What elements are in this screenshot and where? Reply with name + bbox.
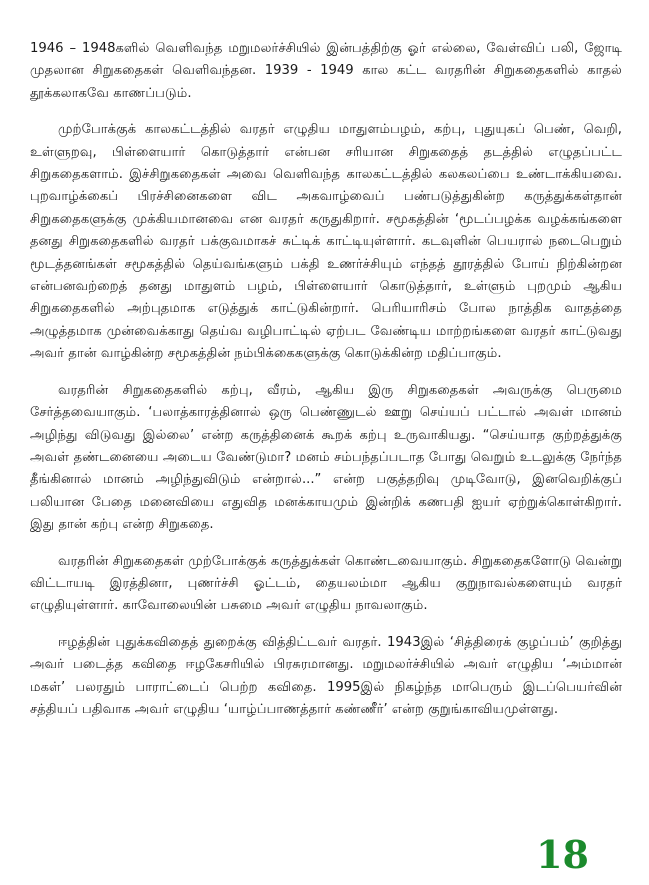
paragraph-4: வரதரின் சிறுகதைகள் முற்போக்குக் கருத்துக்கள் கொண்டவையாகும். சிறுகதைகளோடு வென்று விட்டாயடி இரத்தினா, புணர்ச்சி ஓட்டம், தையலம்மா ஆகிய குறுநாவல்களையும் வரதர் எழுதியுள்ளார். காவோலையின் பசுமை அவர் எழுதிய நாவலாகும். bbox=[30, 553, 622, 614]
paragraph-1: 1946 – 1948களில் வெளிவந்த மறுமலர்ச்சியில் இன்பத்திற்கு ஓர் எல்லை, வேள்விப் பலி, ஜோடி முதலான சிறுகதைகள் வெளிவந்தன. 1939 - 1949 கால கட்ட வரதரின் சிறுகதைகளில் காதல் தூக்கலாகவே காணப்படும். bbox=[30, 41, 622, 101]
paragraph-2: முற்போக்குக் காலகட்டத்தில் வரதர் எழுதிய மாதுளம்பழம், கற்பு, புதுயுகப் பெண், வெறி, உள்ளுறவு, பிள்ளையார் கொடுத்தார் என்பன சரியான சிறுகதைத் தடத்தில் எழுதப்பட்ட சிறுகதைகளாம். இச்சிறுகதைகள் அவை வெளிவந்த காலகட்டத்தில் கலகலப்பை உண்டாக்கியவை. புறவாழ்க்கைப் பிரச்சினைகளை விட அகவாழ்வைப் பண்படுத்துகின்ற கருத்துக்கள்தான் சிறுகதைகளுக்கு முக்கியமானவை என வரதர் கருதுகிறார். சமூகத்தின் ‘மூடப்பழக்க வழக்கங்களை தனது சிறுகதைகளில் வரதர் பக்குவமாகச் சுட்டிக் காட்டியுள்ளார். கடவுளின் பெயரால் நடைபெறும் மூடத்தனங்கள் சமூகத்தில் தெய்வங்களும் பக்தி உணர்ச்சியும் எந்தத் தூரத்தில் போய் நிற்கின்றன என்பனவற்றைத் தனது மாதுளம் பழம், பிள்ளையார் கொடுத்தார், உள்ளும் புறமும் ஆகிய சிறுகதைகளில் அற்புதமாக எடுத்துக் காட்டுகின்றார். பெரியாரிசம் போல நாத்திக வாதத்தை அழுத்தமாக முன்வைக்காது தெய்வ வழிபாட்டில் ஏற்பட வேண்டிய மாற்றங்களை வரதர் காட்டுவது அவர் தான் வாழ்கின்ற சமூகத்தின் நம்பிக்கைகளுக்கு கொடுக்கின்ற மதிப்பாகும். bbox=[30, 122, 622, 362]
page-number: 18 bbox=[536, 832, 589, 877]
paragraph-5: ஈழத்தின் புதுக்கவிதைத் துறைக்கு வித்திட்டவர் வரதர். 1943இல் ‘சித்திரைக் குழப்பம்’ குறித்து அவர் படைத்த கவிதை ஈழகேசரியில் பிரசுரமானது. மறுமலர்ச்சியில் அவர் எழுதிய ‘அம்மான் மகள்’ பலரதும் பாராட்டைப் பெற்ற கவிதை. 1995இல் நிகழ்ந்த மாபெரும் இடப்பெயர்வின் சத்தியப் பதிவாக அவர் எழுதிய ‘யாழ்ப்பாணத்தார் கண்ணீர்’ என்ற குறுங்காவியமுள்ளது. bbox=[30, 634, 622, 717]
document-body bbox=[30, 38, 622, 735]
paragraph-3: வரதரின் சிறுகதைகளில் கற்பு, வீரம், ஆகிய இரு சிறுகதைகள் அவருக்கு பெருமை சேர்த்தவையாகும். ‘பலாத்காரத்தினால் ஒரு பெண்ணுடல் ஊறு செய்யப் பட்டால் அவள் மானம் அழிந்து விடுவது இல்லை’ என்ற கருத்தினைக் கூறக் கற்பு உருவாகியது. “செய்யாத குற்றத்துக்கு அவள் தண்டனையை அடைய வேண்டுமா? மனம் சம்பந்தப்படாத போது வெறும் உடலுக்கு நேர்ந்த தீங்கினால் மானம் அழிந்துவிடும் என்றால்...” என்ற பகுத்தறிவு முடிவோடு, இனவெறிக்குப் பலியான பேதை மனைவியை எதுவித மனக்காயமும் இன்றிக் கணபதி ஐயர் ஏற்றுக்கொள்கிறார். இது தான் கற்பு என்ற சிறுகதை. bbox=[30, 382, 622, 533]
